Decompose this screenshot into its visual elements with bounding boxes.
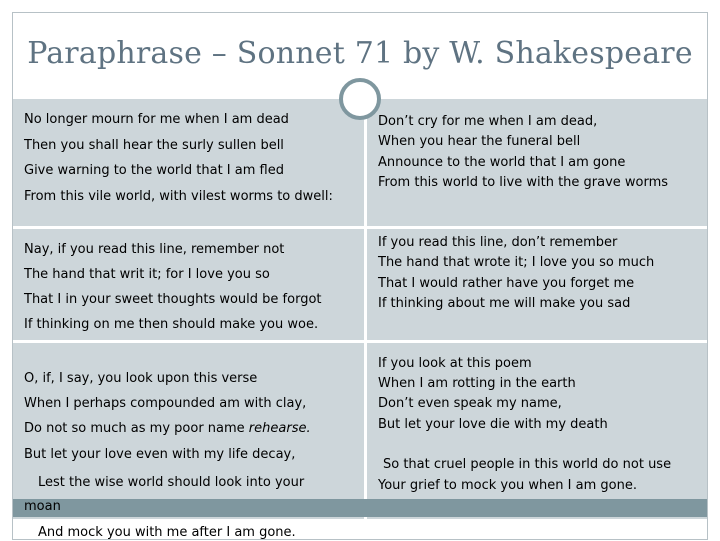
paraphrase-line: That I would rather have you forget me [378, 276, 635, 291]
original-line: When I perhaps compounded am with clay, [24, 396, 307, 411]
paraphrase-line: So that cruel people in this world do not use [383, 457, 672, 472]
original-line: moan [24, 499, 61, 514]
original-line [24, 421, 311, 437]
original-line: But let your love even with my life decay, [24, 447, 296, 462]
original-line: No longer mourn for me when I am dead [24, 112, 289, 127]
original-line: And mock you with me after I am gone. [38, 525, 296, 540]
paraphrase-line: If thinking about me will make you sad [378, 296, 631, 311]
original-line: O, if, I say, you look upon this verse [24, 371, 258, 386]
paraphrase-line: Don’t even speak my name, [378, 396, 562, 411]
paraphrase-line: Don’t cry for me when I am dead, [378, 114, 598, 129]
row-divider [13, 226, 707, 229]
paraphrase-line: Your grief to mock you when I am gone. [378, 478, 637, 493]
original-line: Nay, if you read this line, remember not [24, 242, 285, 257]
row-divider [13, 340, 707, 343]
title-circle-ornament [339, 78, 381, 120]
column-divider [364, 99, 367, 519]
paraphrase-line: The hand that wrote it; I love you so much [378, 255, 655, 270]
bottom-bar [13, 499, 707, 517]
original-line-italic-word: rehearse. [248, 421, 311, 436]
paraphrase-line: But let your love die with my death [378, 417, 608, 432]
paraphrase-line: From this world to live with the grave worms [378, 175, 669, 190]
paraphrase-line: If you read this line, don’t remember [378, 235, 618, 250]
paraphrase-line: When I am rotting in the earth [378, 376, 576, 391]
original-line-text: Do not so much as my poor name [24, 421, 249, 436]
paraphrase-line: When you hear the funeral bell [378, 134, 581, 149]
original-line: Then you shall hear the surly sullen bell [24, 138, 284, 153]
original-line: The hand that writ it; for I love you so [24, 267, 270, 282]
original-line: That I in your sweet thoughts would be forgot [24, 292, 322, 307]
paraphrase-line: If you look at this poem [378, 356, 532, 371]
original-line: Lest the wise world should look into your [38, 475, 305, 490]
original-line: Give warning to the world that I am fled [24, 163, 284, 178]
original-line: From this vile world, with vilest worms to dwell: [24, 189, 333, 204]
original-line: If thinking on me then should make you woe. [24, 317, 319, 332]
slide-title: Paraphrase – Sonnet 71 by W. Shakespeare [27, 36, 693, 71]
paraphrase-line: Announce to the world that I am gone [378, 155, 626, 170]
